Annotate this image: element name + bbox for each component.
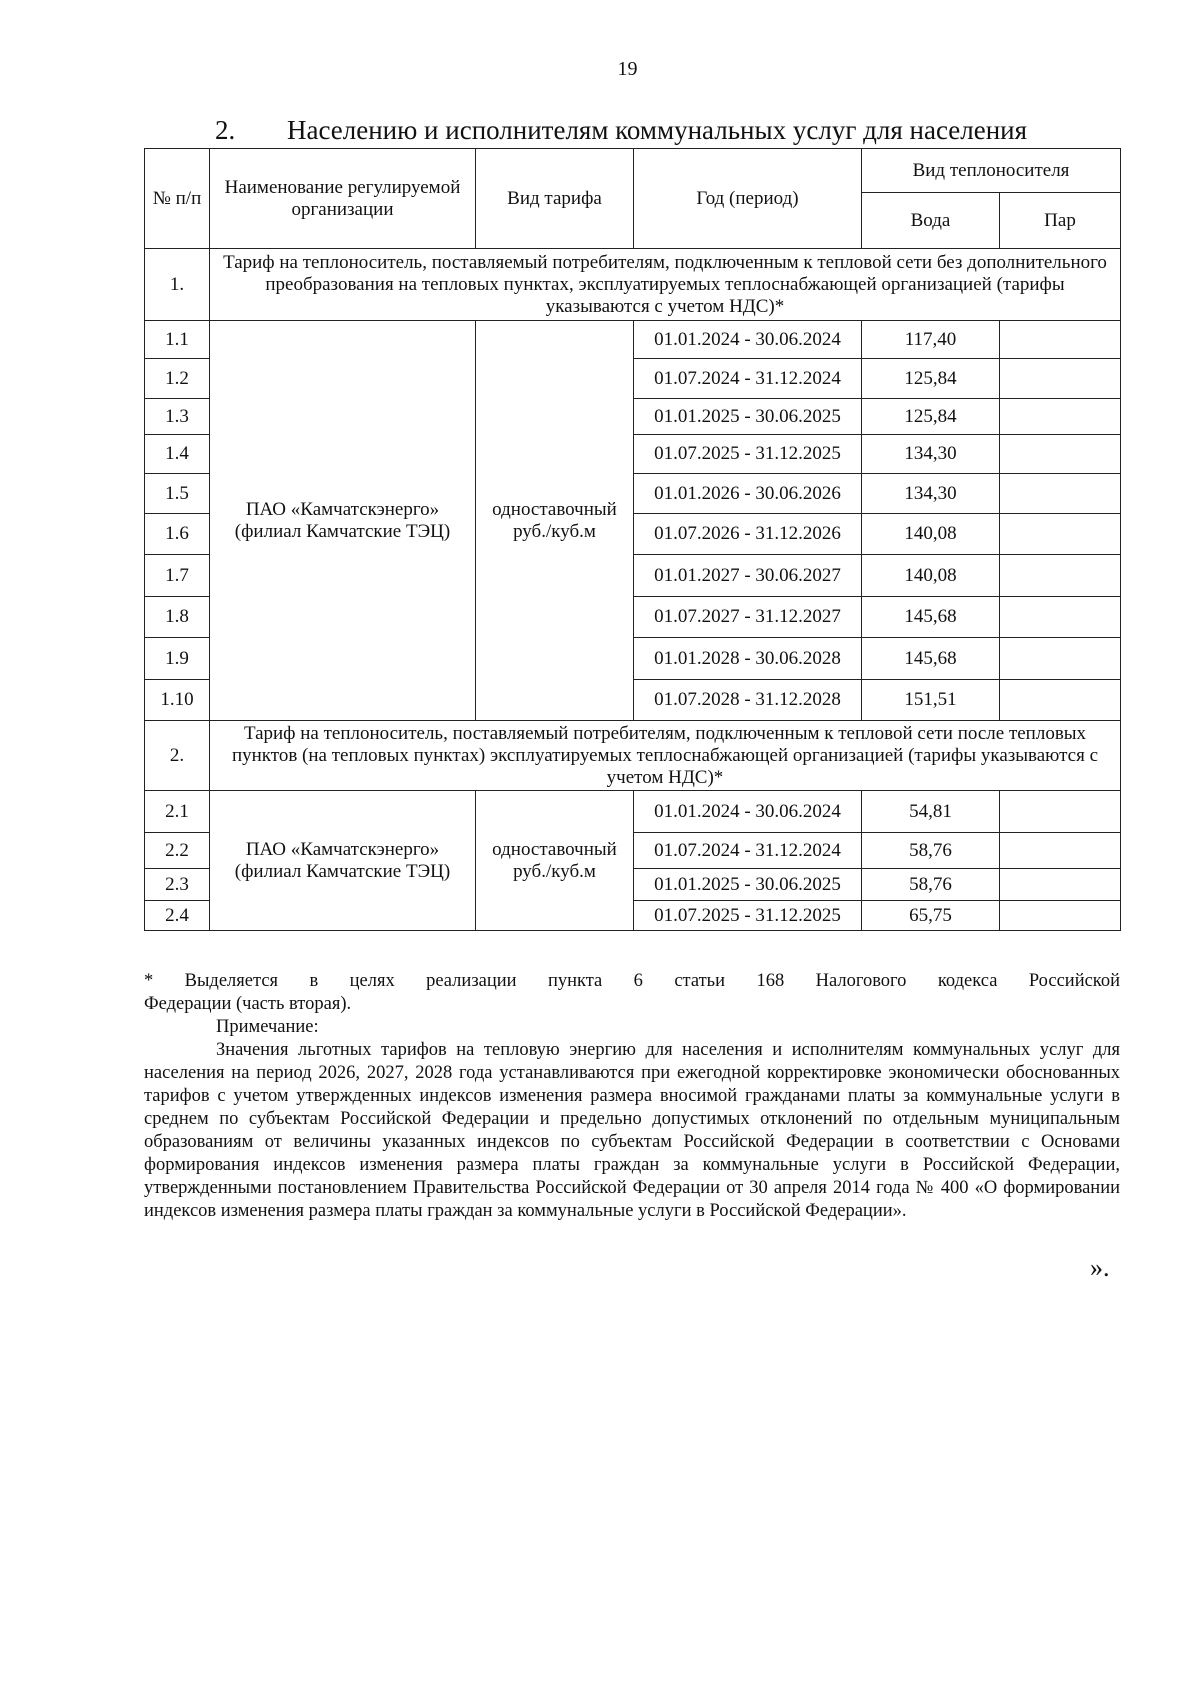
header-carrier: Вид теплоносителя [862, 149, 1121, 193]
water-tariff-value: 134,30 [862, 435, 1000, 474]
period-cell: 01.07.2028 - 31.12.2028 [634, 680, 862, 721]
tariff-unit: руб./куб.м [513, 520, 596, 542]
footnote-star-line: * Выделяется в целях реализации пункта 6 статьи 168 Налогового кодекса Российской [144, 971, 1120, 991]
note-text: Значения льготных тарифов на тепловую энергию для населения и исполнителям коммунальных услуг для населения на период 2026, 2027, 2028 года устанавливаются при ежегодной корректировке экономически обоснованных тарифов с учетом утвержденных индексов изменения размера вносимой гражданами платы за коммунальные услуги в среднем по субъектам Российской Федерации и предельно допустимых отклонений по отдельным муниципальным образованиям от величины указанных индексов по субъектам Российской Федерации в соответствии с Основами формирования индексов изменения размера платы граждан за коммунальные услуги в Российской Федерации, утвержденными постановлением Правительства Российской Федерации от 30 апреля 2014 года № 400 «О формировании индексов изменения размера платы граждан за коммунальные услуги в Российской Федерации». [144, 1040, 1120, 1221]
water-tariff-value: 145,68 [862, 597, 1000, 638]
row-number: 1.7 [145, 555, 210, 597]
group-description: Тариф на теплоноситель, поставляемый потребителям, подключенным к тепловой сети после тепловых пунктов (на тепловых пунктах) эксплуатируемых теплоснабжающей организацией (тарифы указываются с учетом НДС)* [210, 721, 1121, 791]
period-cell: 01.01.2025 - 30.06.2025 [634, 399, 862, 435]
section-title-text: Населению и исполнителям коммунальных услуг для населения [287, 115, 1028, 145]
period-cell: 01.01.2024 - 30.06.2024 [634, 791, 862, 833]
steam-tariff-value [1000, 359, 1121, 399]
water-tariff-value: 65,75 [862, 901, 1000, 931]
water-tariff-value: 54,81 [862, 791, 1000, 833]
row-number: 2.2 [145, 833, 210, 869]
section-number: 2. [215, 115, 236, 145]
group-header-row [145, 249, 1121, 321]
period-cell: 01.01.2024 - 30.06.2024 [634, 321, 862, 359]
tariff-table [144, 148, 1121, 931]
row-number: 1.8 [145, 597, 210, 638]
header-steam: Пар [1000, 193, 1121, 249]
water-tariff-value: 58,76 [862, 833, 1000, 869]
row-number: 2.1 [145, 791, 210, 833]
row-number: 1.5 [145, 474, 210, 514]
row-number: 1.9 [145, 638, 210, 680]
steam-tariff-value [1000, 597, 1121, 638]
organization-branch: (филиал Камчатские ТЭЦ) [234, 520, 451, 542]
row-number: 1.1 [145, 321, 210, 359]
water-tariff-value: 125,84 [862, 359, 1000, 399]
organization-name: ПАО «Камчатскэнерго» [245, 838, 440, 860]
row-number: 1.2 [145, 359, 210, 399]
section-title [215, 115, 1027, 146]
row-number: 1.6 [145, 514, 210, 555]
period-cell: 01.07.2026 - 31.12.2026 [634, 514, 862, 555]
period-cell: 01.07.2027 - 31.12.2027 [634, 597, 862, 638]
row-number: 2.3 [145, 869, 210, 901]
steam-tariff-value [1000, 555, 1121, 597]
table-row [145, 791, 1121, 833]
group-number: 1. [145, 249, 210, 321]
period-cell: 01.07.2024 - 31.12.2024 [634, 833, 862, 869]
header-num: № п/п [145, 149, 210, 249]
header-org: Наименование регулируемой организации [210, 149, 476, 249]
organization-cell [210, 791, 476, 931]
tariff-type-name: одноставочный [492, 838, 617, 860]
period-cell: 01.01.2025 - 30.06.2025 [634, 869, 862, 901]
steam-tariff-value [1000, 901, 1121, 931]
steam-tariff-value [1000, 474, 1121, 514]
page-number: 19 [617, 58, 638, 80]
water-tariff-value: 125,84 [862, 399, 1000, 435]
water-tariff-value: 145,68 [862, 638, 1000, 680]
group-description: Тариф на теплоноситель, поставляемый потребителям, подключенным к тепловой сети без дополнительного преобразования на тепловых пунктах, эксплуатируемых теплоснабжающей организацией (тарифы указываются с учетом НДС)* [210, 249, 1121, 321]
group-header-row [145, 721, 1121, 791]
tariff-type-name: одноставочный [492, 498, 617, 520]
tariff-type-cell [476, 791, 634, 931]
water-tariff-value: 134,30 [862, 474, 1000, 514]
period-cell: 01.01.2027 - 30.06.2027 [634, 555, 862, 597]
organization-cell [210, 321, 476, 721]
header-tariff-type: Вид тарифа [476, 149, 634, 249]
row-number: 1.10 [145, 680, 210, 721]
row-number: 2.4 [145, 901, 210, 931]
header-water: Вода [862, 193, 1000, 249]
steam-tariff-value [1000, 399, 1121, 435]
water-tariff-value: 58,76 [862, 869, 1000, 901]
period-cell: 01.07.2025 - 31.12.2025 [634, 435, 862, 474]
period-cell: 01.07.2025 - 31.12.2025 [634, 901, 862, 931]
period-cell: 01.07.2024 - 31.12.2024 [634, 359, 862, 399]
note-label: Примечание: [216, 1017, 319, 1037]
organization-name: ПАО «Камчатскэнерго» [245, 498, 440, 520]
tariff-unit: руб./куб.м [513, 860, 596, 882]
water-tariff-value: 140,08 [862, 555, 1000, 597]
steam-tariff-value [1000, 321, 1121, 359]
steam-tariff-value [1000, 435, 1121, 474]
footnote-star-line-end: Федерации (часть вторая). [144, 994, 352, 1014]
table-row [145, 321, 1121, 359]
steam-tariff-value [1000, 869, 1121, 901]
header-period: Год (период) [634, 149, 862, 249]
water-tariff-value: 140,08 [862, 514, 1000, 555]
steam-tariff-value [1000, 638, 1121, 680]
closing-quote-mark: ». [1090, 1253, 1110, 1282]
organization-branch: (филиал Камчатские ТЭЦ) [234, 860, 451, 882]
steam-tariff-value [1000, 791, 1121, 833]
steam-tariff-value [1000, 514, 1121, 555]
row-number: 1.4 [145, 435, 210, 474]
tariff-type-cell [476, 321, 634, 721]
period-cell: 01.01.2026 - 30.06.2026 [634, 474, 862, 514]
footnote-block [144, 970, 1120, 1223]
group-number: 2. [145, 721, 210, 791]
steam-tariff-value [1000, 833, 1121, 869]
period-cell: 01.01.2028 - 30.06.2028 [634, 638, 862, 680]
water-tariff-value: 117,40 [862, 321, 1000, 359]
water-tariff-value: 151,51 [862, 680, 1000, 721]
steam-tariff-value [1000, 680, 1121, 721]
row-number: 1.3 [145, 399, 210, 435]
tariff-table-body [145, 249, 1121, 931]
